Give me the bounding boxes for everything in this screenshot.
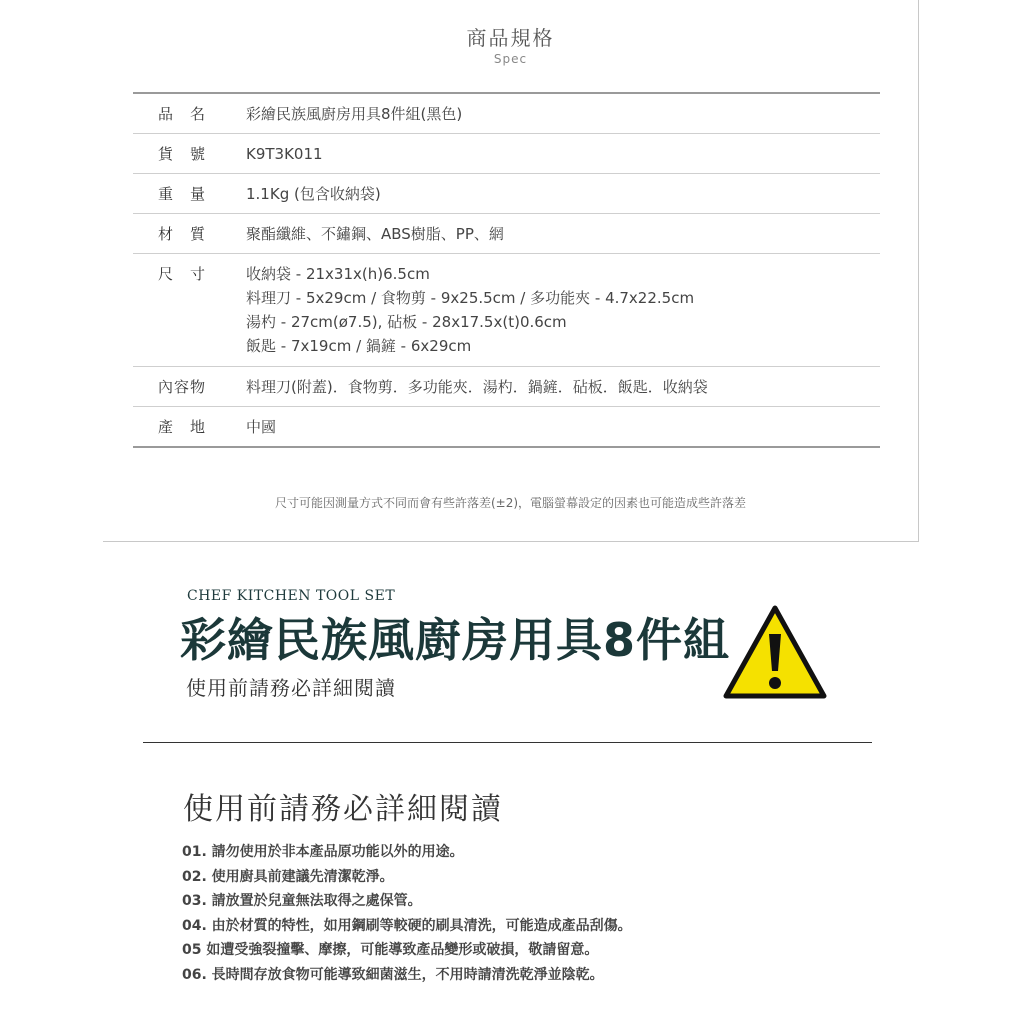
usage-note-item: 06. 長時間存放食物可能導致細菌滋生，不用時請清洗乾淨並陰乾。: [182, 966, 604, 983]
spec-value-line: 料理刀 - 5x29cm / 食物剪 - 9x25.5cm / 多功能夾 - 4.7x22.5cm: [246, 289, 695, 307]
spec-label: 尺 寸: [158, 265, 207, 283]
spec-row: [133, 254, 880, 367]
spec-value: [246, 142, 880, 166]
spec-value-line: 聚酯纖維、不鏽鋼、ABS樹脂、PP、網: [246, 225, 504, 243]
spec-label: 貨 號: [158, 145, 207, 163]
spec-table: [133, 92, 880, 448]
spec-label: 內容物: [158, 378, 207, 396]
spec-label: 產 地: [158, 418, 207, 436]
usage-note-item: 02. 使用廚具前建議先清潔乾淨。: [182, 868, 394, 885]
spec-row: [133, 174, 880, 214]
spec-value-line: 收納袋 - 21x31x(h)6.5cm: [246, 265, 430, 283]
spec-label: 重 量: [158, 185, 207, 203]
spec-value-line: K9T3K011: [246, 145, 323, 163]
section-divider: [143, 742, 872, 743]
spec-value: [246, 262, 880, 358]
spec-row: [133, 407, 880, 446]
spec-subtitle: Spec: [493, 52, 528, 66]
brand-english-title: CHEF KITCHEN TOOL SET: [187, 588, 396, 604]
spec-value-line: 中國: [246, 418, 277, 436]
warning-triangle-icon: [722, 604, 828, 702]
spec-disclaimer: 尺寸可能因測量方式不同而會有些許落差(±2)，電腦螢幕設定的因素也可能造成些許落差: [274, 496, 747, 510]
usage-note-item: 01. 請勿使用於非本產品原功能以外的用途。: [182, 844, 464, 860]
spec-row: [133, 134, 880, 174]
spec-title: 商品規格: [466, 26, 555, 50]
spec-label: 材 質: [158, 225, 207, 243]
spec-label: 品 名: [158, 105, 207, 123]
spec-value-line: 彩繪民族風廚房用具8件組(黑色): [246, 105, 463, 123]
spec-row: [133, 94, 880, 134]
spec-value: [246, 415, 880, 439]
usage-note-item: 03. 請放置於兒童無法取得之處保管。: [182, 893, 422, 910]
spec-value-line: 飯匙 - 7x19cm / 鍋鏟 - 6x29cm: [246, 337, 472, 355]
product-title: 彩繪民族風廚房用具8件組: [180, 613, 731, 667]
spec-panel: [103, 0, 919, 542]
spec-value-line: 1.1Kg (包含收納袋): [246, 185, 381, 203]
spec-row: [133, 214, 880, 254]
usage-note-item: 04. 由於材質的特性，如用鋼刷等較硬的刷具清洗，可能造成產品刮傷。: [182, 917, 632, 934]
spec-value: [246, 222, 880, 246]
usage-note-item: 05 如遭受強裂撞擊、摩擦，可能導致產品變形或破損，敬請留意。: [182, 942, 599, 959]
spec-value: [246, 182, 880, 206]
spec-value-line: 料理刀(附蓋)．食物剪．多功能夾．湯杓．鍋鏟．砧板．飯匙．收納袋: [246, 378, 708, 396]
spec-row: [133, 367, 880, 407]
usage-notes-title: 使用前請務必詳細閱讀: [183, 792, 503, 827]
spec-value-line: 湯杓 - 27cm(ø7.5), 砧板 - 28x17.5x(t)0.6cm: [246, 313, 567, 331]
usage-notes-list: [182, 840, 632, 988]
product-subtitle: 使用前請務必詳細閱讀: [186, 676, 396, 700]
spec-value: [246, 102, 880, 126]
spec-value: [246, 375, 880, 399]
